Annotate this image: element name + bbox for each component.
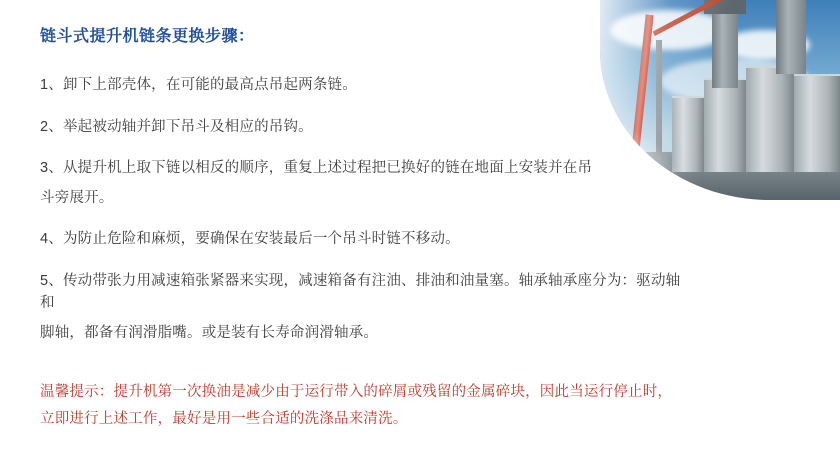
step-item: 2、举起被动轴并卸下吊斗及相应的吊钩。 (40, 118, 313, 135)
step-item-continuation: 斗旁展开。 (40, 189, 114, 206)
warning-note-line-1: 温馨提示：提升机第一次换油是减少由于运行带入的碎屑或残留的金属碎块，因此当运行停止时， (40, 384, 673, 401)
step-item: 3、从提升机上取下链以相反的顺序，重复上述过程把已换好的链在地面上安装并在吊 (40, 160, 593, 177)
step-item: 1、卸下上部壳体，在可能的最高点吊起两条链。 (40, 77, 357, 94)
step-item: 4、为防止危险和麻烦，要确保在安装最后一个吊斗时链不移动。 (40, 231, 460, 248)
page-title: 链斗式提升机链条更换步骤： (40, 28, 255, 45)
step-item: 5、传动带张力用减速箱张紧器来实现，减速箱备有注油、排油和油量塞。轴承轴承座分为：驱动轴和 (40, 272, 681, 312)
step-item-continuation: 脚轴，都备有润滑脂嘴。或是装有长寿命润滑轴承。 (40, 324, 379, 341)
warning-note-line-2: 立即进行上述工作，最好是用一些合适的洗涤品来清洗。 (40, 410, 408, 427)
warning-note (40, 380, 800, 431)
